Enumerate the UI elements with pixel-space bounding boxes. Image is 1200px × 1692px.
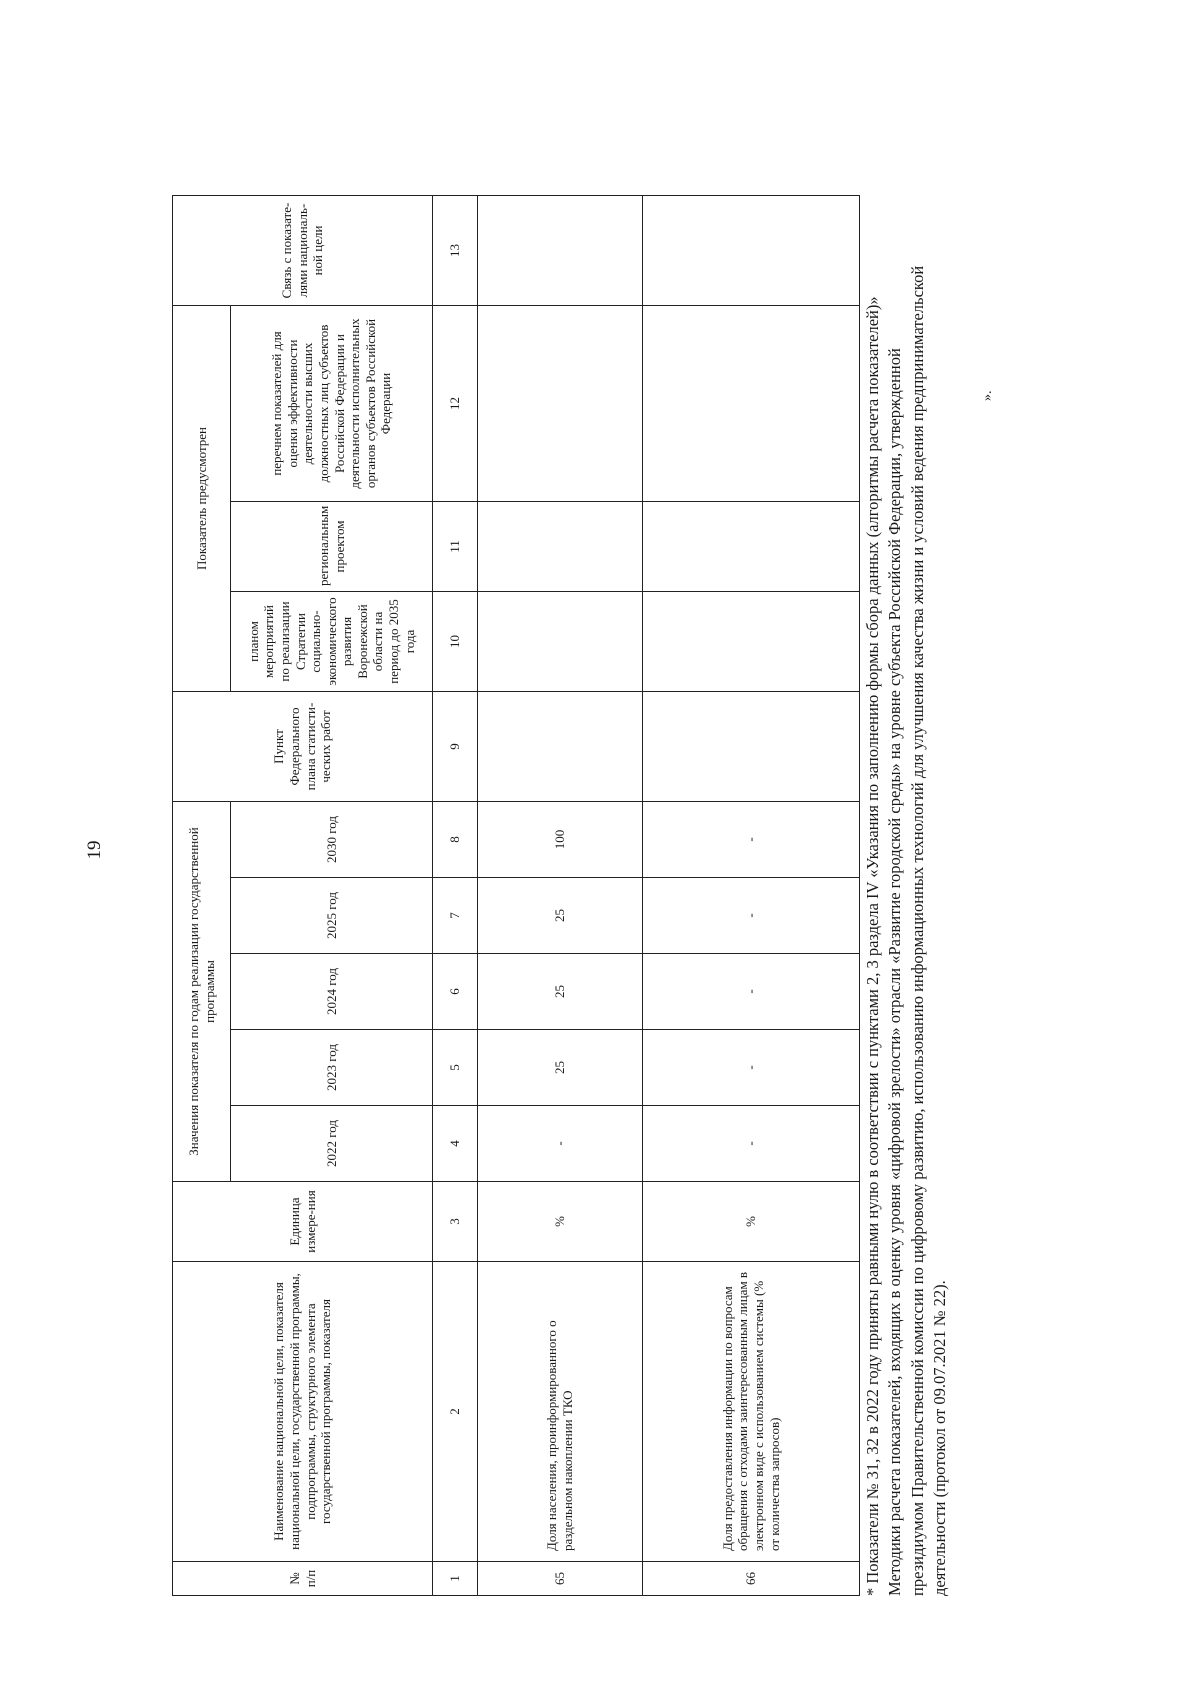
row-regional-project: [643, 502, 860, 592]
column-number: 4: [433, 1106, 478, 1182]
header-year-2024: 2024 год: [231, 954, 433, 1030]
header-year-2023: 2023 год: [231, 1030, 433, 1106]
row-national-link: [478, 196, 643, 306]
header-federal-plan: Пункт Федерального плана статисти-ческих работ: [173, 692, 433, 802]
footnote-line: * Показатели № 31, 32 в 2022 году приняты равными нулю в соответствии с пунктами 2, 3 раздела IV «Указания по заполнению формы сбора данных (алгоритмы расчета показателей)»: [863, 296, 882, 1596]
row-unit: %: [478, 1182, 643, 1262]
column-number: 7: [433, 878, 478, 954]
header-year-2025: 2025 год: [231, 878, 433, 954]
row-num: 65: [478, 1562, 643, 1596]
row-unit: %: [643, 1182, 860, 1262]
closing-quote: ».: [980, 390, 995, 401]
header-year-2030: 2030 год: [231, 802, 433, 878]
table-row: [643, 196, 860, 1596]
row-value-2024: 25: [478, 954, 643, 1030]
table-row: [478, 196, 643, 1596]
header-name: Наименование национальной цели, показателя национальной цели, государственной программы, подпрограммы, структурного элемента государственной программы, показателя: [173, 1262, 433, 1562]
column-numbers-row: [433, 196, 478, 1596]
column-number: 8: [433, 802, 478, 878]
row-value-2025: -: [643, 878, 860, 954]
indicators-table: [172, 195, 860, 1596]
row-value-2023: -: [643, 1030, 860, 1106]
row-value-2030: -: [643, 802, 860, 878]
header-num: № п/п: [173, 1562, 433, 1596]
row-value-2022: -: [478, 1106, 643, 1182]
row-num: 66: [643, 1562, 860, 1596]
header-provided-group: Показатель предусмотрен: [173, 306, 231, 692]
row-plan-measures: [643, 592, 860, 692]
row-value-2025: 25: [478, 878, 643, 954]
column-number: 10: [433, 592, 478, 692]
column-number: 2: [433, 1262, 478, 1562]
header-regional-project: региональным проектом: [231, 502, 433, 592]
row-evaluation-list: [643, 306, 860, 502]
header-evaluation-list: перечнем показателей для оценки эффективности деятельности высших должностных лиц субъектов Российской Федерации и деятельности исполнительных органов субъектов Российской Федерации: [231, 306, 433, 502]
column-number: 11: [433, 502, 478, 592]
row-evaluation-list: [478, 306, 643, 502]
footnote-line: президиумом Правительственной комиссии по цифровому развитию, использованию информационных технологий для улучшения качества жизни и условий ведения предпринимательской: [907, 265, 927, 1596]
row-value-2023: 25: [478, 1030, 643, 1106]
header-year-2022: 2022 год: [231, 1106, 433, 1182]
row-federal-plan: [643, 692, 860, 802]
header-values-group: Значения показателя по годам реализации государственной программы: [173, 802, 231, 1182]
column-number: 1: [433, 1562, 478, 1596]
page-number: 19: [84, 840, 105, 860]
column-number: 13: [433, 196, 478, 306]
footnote: [862, 196, 951, 1596]
column-number: 6: [433, 954, 478, 1030]
column-number: 3: [433, 1182, 478, 1262]
row-plan-measures: [478, 592, 643, 692]
row-regional-project: [478, 502, 643, 592]
column-number: 9: [433, 692, 478, 802]
footnote-line: деятельности (протокол от 09.07.2021 № 22).: [929, 1280, 949, 1596]
header-national-link: Связь с показате-лями националь-ной цели: [173, 196, 433, 306]
row-name: Доля предоставления информации по вопросам обращения с отходами заинтересованным лицам в электронном виде с использованием системы (% от количества запросов): [643, 1262, 860, 1562]
row-value-2030: 100: [478, 802, 643, 878]
row-federal-plan: [478, 692, 643, 802]
landscape-content: [172, 196, 1052, 1596]
row-value-2024: -: [643, 954, 860, 1030]
footnote-line: Методики расчета показателей, входящих в оценку уровня «цифровой зрелости» отрасли «Развитие городской среды» на уровне субъекта Российской Федерации, утвержденной: [885, 348, 905, 1596]
column-number: 5: [433, 1030, 478, 1106]
row-value-2022: -: [643, 1106, 860, 1182]
row-national-link: [643, 196, 860, 306]
column-number: 12: [433, 306, 478, 502]
header-unit: Единица измере-ния: [173, 1182, 433, 1262]
header-plan-measures: планом мероприятий по реализации Стратегии социально-экономического развития Воронежской области на период до 2035 года: [231, 592, 433, 692]
row-name: Доля населения, проинформированного о раздельном накоплении ТКО: [478, 1262, 643, 1562]
